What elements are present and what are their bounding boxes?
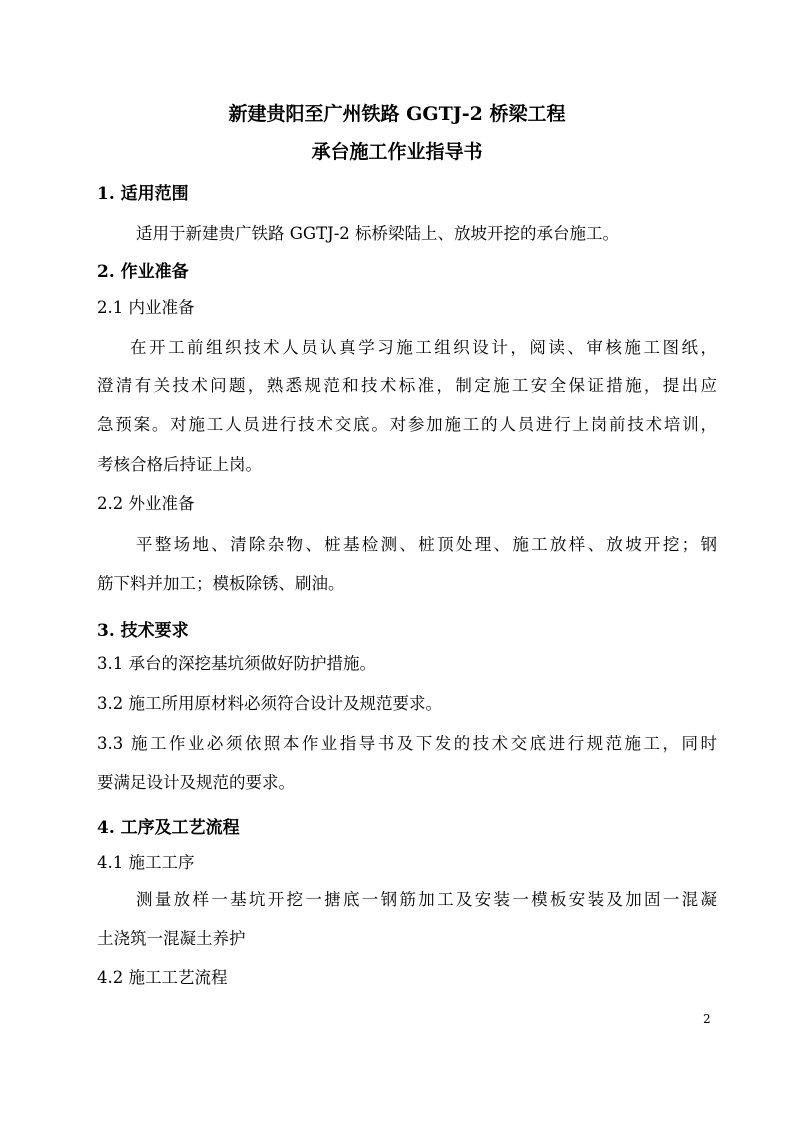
- document-title-line2: 承台施工作业指导书: [311, 141, 483, 163]
- section-1-text: 适用于新建贵广铁路 GGTJ-2 标桥梁陆上、放坡开挖的承台施工。: [136, 224, 620, 243]
- paragraph-line: 考核合格后持证上岗。: [97, 455, 262, 474]
- paragraph-line: 平整场地、清除杂物、桩基检测、桩顶处理、施工放样、放坡开挖；钢: [136, 535, 717, 554]
- section-1-heading: 1. 适用范围: [97, 184, 189, 204]
- paragraph-line: 土浇筑一混凝土养护: [97, 929, 246, 948]
- section-2-1-heading: 2.1 内业准备: [97, 298, 195, 317]
- section-3-item-3-line2: 要满足设计及规范的要求。: [97, 773, 295, 792]
- section-3-item-1: 3.1 承台的深挖基坑须做好防护措施。: [97, 654, 376, 673]
- paragraph-line: 澄清有关技术问题，熟悉规范和技术标准，制定施工安全保证措施，提出应: [97, 376, 717, 395]
- section-2-2-heading: 2.2 外业准备: [97, 494, 195, 513]
- section-3-heading: 3. 技术要求: [97, 621, 189, 641]
- section-3-item-3-line1: 3.3 施工作业必须依照本作业指导书及下发的技术交底进行规范施工，同时: [97, 734, 717, 753]
- paragraph-line: 测量放样一基坑开挖一搪底一钢筋加工及安装一模板安装及加固一混凝: [136, 890, 717, 909]
- paragraph-line: 筋下料并加工；模板除锈、刷油。: [97, 574, 345, 593]
- section-2-heading: 2. 作业准备: [97, 262, 189, 282]
- section-4-heading: 4. 工序及工艺流程: [97, 818, 240, 838]
- document-title-line1: 新建贵阳至广州铁路 GGTJ-2 桥梁工程: [228, 103, 566, 125]
- paragraph-line: 在开工前组织技术人员认真学习施工组织设计，阅读、审核施工图纸，: [130, 338, 717, 357]
- section-3-item-2: 3.2 施工所用原材料必须符合设计及规范要求。: [97, 694, 442, 713]
- page-number: 2: [703, 1012, 711, 1026]
- paragraph-line: 急预案。对施工人员进行技术交底。对参加施工的人员进行上岗前技术培训，: [97, 415, 717, 434]
- section-4-2-heading: 4.2 施工工艺流程: [97, 968, 228, 987]
- section-4-1-heading: 4.1 施工工序: [97, 853, 195, 872]
